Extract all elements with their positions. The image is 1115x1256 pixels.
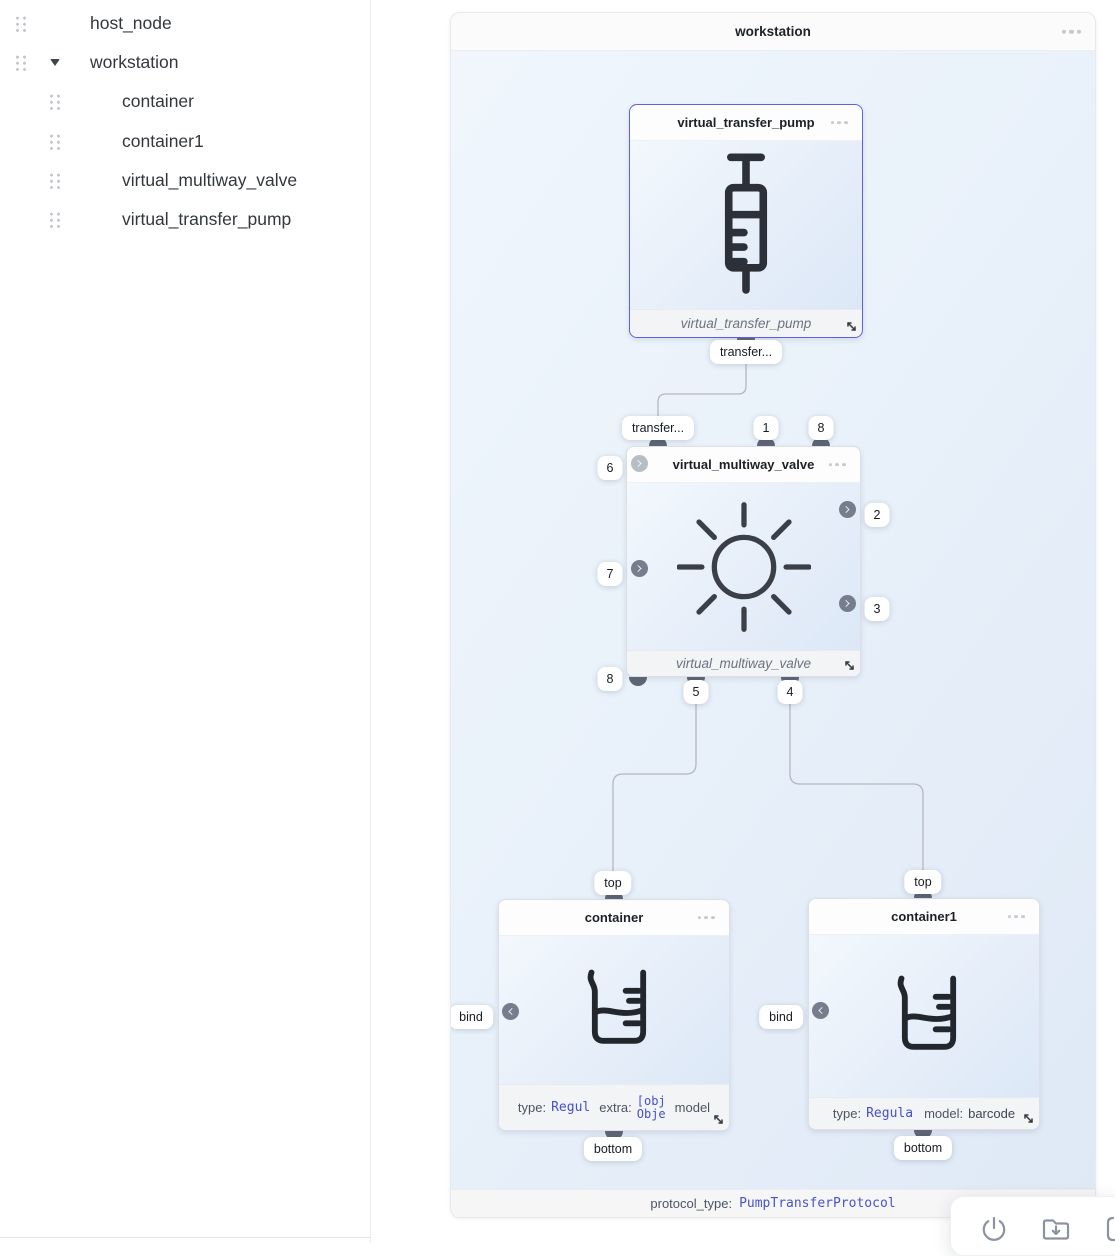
protocol-type-value: PumpTransferProtocol: [739, 1196, 896, 1211]
page-title: workstation: [735, 24, 811, 39]
more-options-icon[interactable]: [831, 121, 848, 125]
port-label-pump-transfer[interactable]: transfer...: [710, 340, 782, 364]
port-label-valve-4[interactable]: 4: [778, 680, 803, 704]
export-button[interactable]: [1102, 1213, 1115, 1245]
port-label-valve-2[interactable]: 2: [865, 503, 890, 527]
resize-handle-icon[interactable]: [1022, 1112, 1035, 1125]
node-body: [809, 935, 1039, 1097]
port-label-valve-3[interactable]: 3: [865, 597, 890, 621]
power-button[interactable]: [978, 1213, 1010, 1245]
sidebar-item-container[interactable]: [0, 85, 371, 117]
edge-valve5-to-container-top[interactable]: [613, 682, 696, 893]
sidebar-item-virtual-transfer-pump[interactable]: [0, 203, 371, 235]
port-label-valve-7[interactable]: 7: [598, 562, 623, 586]
port-label-valve-6[interactable]: 6: [598, 456, 623, 480]
node-body: [630, 141, 862, 309]
extra-value-line1: [obj: [636, 1094, 666, 1108]
resize-handle-icon[interactable]: [845, 320, 858, 333]
port-container1-bind[interactable]: [812, 1002, 829, 1019]
power-icon: [979, 1214, 1009, 1244]
drag-handle-icon[interactable]: [48, 172, 60, 189]
tree-item-label[interactable]: virtual_multiway_valve: [122, 169, 298, 190]
port-valve-7[interactable]: [631, 560, 648, 577]
port-label-container-bottom[interactable]: bottom: [584, 1137, 642, 1161]
caret-down-icon[interactable]: [50, 59, 60, 66]
more-options-icon[interactable]: [698, 916, 715, 920]
node-title: container: [584, 910, 644, 925]
node-footer-label: virtual_multiway_valve: [675, 656, 812, 671]
node-virtual-transfer-pump[interactable]: [629, 104, 863, 338]
sidebar: [0, 0, 371, 1243]
port-label-container1-bottom[interactable]: bottom: [894, 1136, 952, 1160]
resize-handle-icon[interactable]: [843, 659, 856, 672]
drag-handle-icon[interactable]: [14, 15, 26, 32]
drag-handle-icon[interactable]: [14, 54, 26, 71]
model-label: model:: [924, 1106, 964, 1121]
tree-item-label[interactable]: virtual_transfer_pump: [122, 208, 292, 229]
model-label: model: [674, 1100, 711, 1115]
edge-valve4-to-container1-top[interactable]: [790, 682, 923, 892]
tree-item-label[interactable]: container: [122, 90, 194, 111]
port-label-container-top[interactable]: top: [594, 871, 631, 895]
sidebar-item-virtual-multiway-valve[interactable]: [0, 164, 371, 196]
extra-label: extra:: [599, 1100, 632, 1115]
drag-handle-icon[interactable]: [48, 93, 60, 110]
tree-item-label[interactable]: container1: [122, 130, 204, 151]
drag-handle-icon[interactable]: [48, 133, 60, 150]
type-value: Regula: [866, 1106, 914, 1121]
node-title: container1: [891, 909, 957, 924]
node-footer: [499, 1084, 729, 1130]
flow-canvas[interactable]: [451, 51, 1095, 1191]
port-valve-6[interactable]: [631, 455, 648, 472]
port-label-valve-transfer[interactable]: transfer...: [622, 416, 694, 440]
tree-item-label[interactable]: host_node: [90, 12, 172, 33]
node-virtual-multiway-valve[interactable]: [626, 446, 861, 677]
extra-value-line2: Obje: [636, 1106, 666, 1121]
node-body: [627, 483, 860, 650]
type-value: Regul: [551, 1100, 591, 1115]
node-header[interactable]: [809, 899, 1039, 935]
port-valve-3[interactable]: [839, 595, 856, 612]
model-value: barcode: [968, 1106, 1016, 1121]
node-body: [499, 936, 729, 1084]
port-label-valve-1[interactable]: 1: [754, 416, 779, 440]
multiway-valve-icon: [677, 500, 811, 634]
more-options-icon[interactable]: [829, 463, 846, 467]
port-label-container1-bind[interactable]: bind: [759, 1005, 803, 1029]
drag-handle-icon[interactable]: [48, 211, 60, 228]
port-label-valve-8[interactable]: 8: [598, 667, 623, 691]
beaker-icon: [564, 960, 664, 1060]
port-label-valve-8-top[interactable]: 8: [809, 416, 834, 440]
node-footer: [630, 309, 862, 337]
syringe-icon: [705, 149, 787, 301]
sidebar-item-host-node[interactable]: [0, 7, 371, 39]
node-footer: [809, 1097, 1039, 1129]
folder-download-icon: [1040, 1213, 1072, 1245]
more-options-icon[interactable]: [1008, 915, 1025, 919]
tree-item-label[interactable]: workstation: [90, 51, 179, 72]
node-container1[interactable]: [808, 898, 1040, 1130]
workstation-card-header: [451, 13, 1095, 51]
protocol-type-label: protocol_type:: [650, 1196, 733, 1211]
node-container[interactable]: [498, 899, 730, 1131]
save-to-folder-button[interactable]: [1040, 1213, 1072, 1245]
floating-toolbar: [950, 1196, 1115, 1256]
port-valve-2[interactable]: [839, 501, 856, 518]
port-label-container1-top[interactable]: top: [904, 870, 941, 894]
export-icon: [1103, 1214, 1115, 1244]
workstation-card: [450, 12, 1096, 1218]
node-footer-label: virtual_transfer_pump: [680, 316, 812, 331]
type-label: type:: [517, 1100, 547, 1115]
more-options-icon[interactable]: [1062, 29, 1082, 34]
node-title: virtual_transfer_pump: [677, 115, 815, 130]
node-title: virtual_multiway_valve: [672, 457, 815, 472]
sidebar-item-container1[interactable]: [0, 125, 371, 157]
port-label-valve-5[interactable]: 5: [684, 680, 709, 704]
node-footer: [627, 650, 860, 676]
sidebar-item-workstation[interactable]: [0, 46, 371, 78]
node-header[interactable]: [627, 447, 860, 483]
resize-handle-icon[interactable]: [712, 1113, 725, 1126]
port-container-bind[interactable]: [502, 1003, 519, 1020]
divider: [0, 1237, 371, 1238]
type-label: type:: [832, 1106, 862, 1121]
beaker-icon: [874, 966, 974, 1066]
node-header[interactable]: [499, 900, 729, 936]
node-header[interactable]: [630, 105, 862, 141]
port-label-container-bind[interactable]: bind: [451, 1005, 493, 1029]
